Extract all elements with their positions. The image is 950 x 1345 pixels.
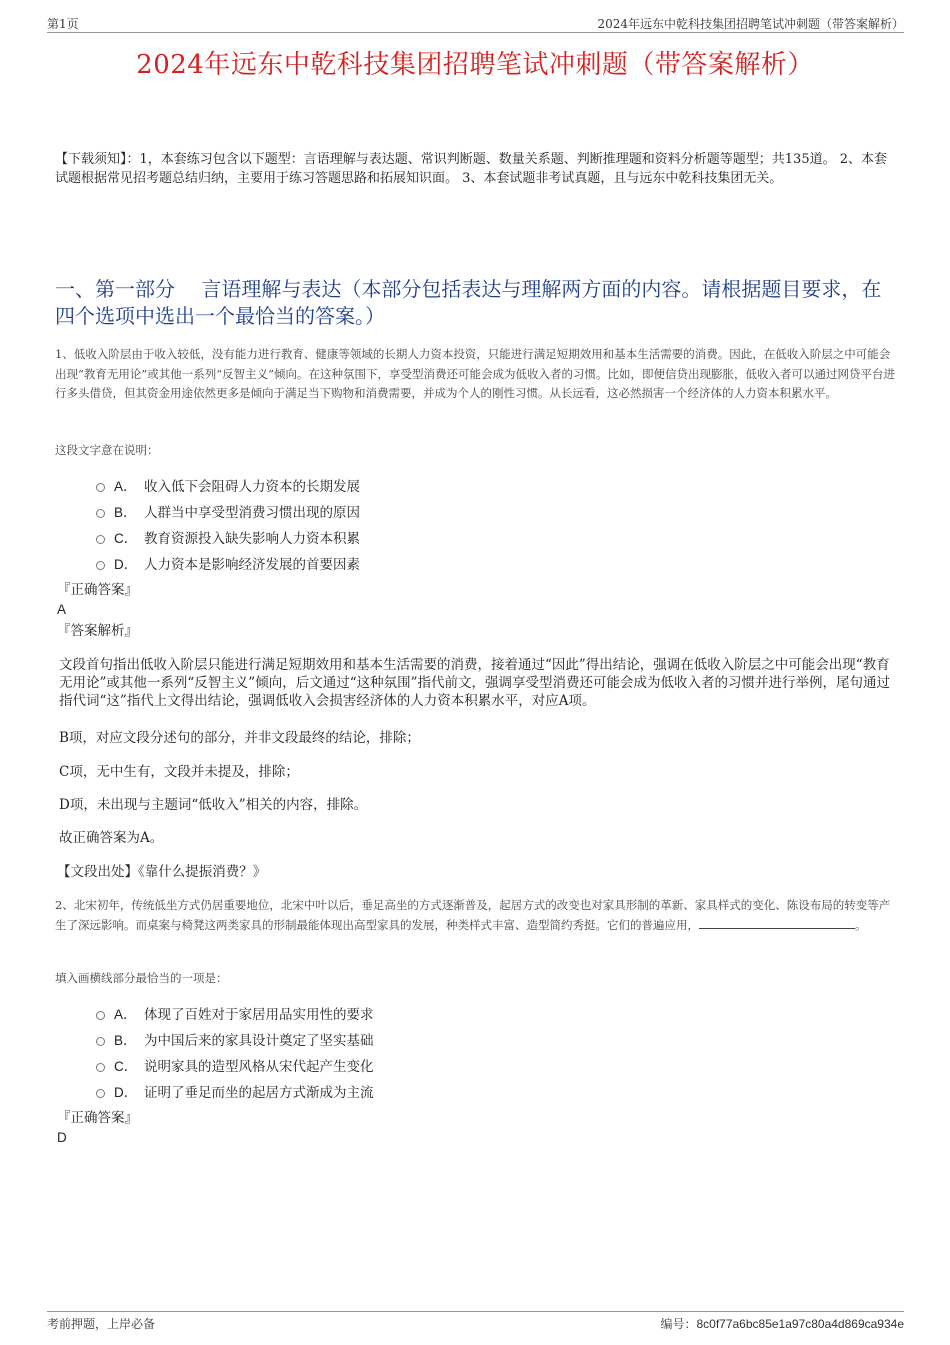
page-footer xyxy=(47,1311,904,1332)
radio-icon[interactable] xyxy=(96,483,105,492)
radio-icon[interactable] xyxy=(96,1037,105,1046)
radio-icon[interactable] xyxy=(96,1011,105,1020)
question-2-options xyxy=(96,1000,374,1104)
option-c-note: C项，无中生有，文段并未提及，排除； xyxy=(59,764,299,780)
fill-blank xyxy=(699,916,855,929)
radio-icon[interactable] xyxy=(96,561,105,570)
radio-icon[interactable] xyxy=(96,509,105,518)
header-doc-title: 2024年远东中乾科技集团招聘笔试冲刺题（带答案解析） xyxy=(597,17,904,31)
page-number: 第1页 xyxy=(47,17,79,31)
option-b[interactable]: B． 为中国后来的家具设计奠定了坚实基础 xyxy=(96,1026,374,1052)
conclusion: 故正确答案为A。 xyxy=(59,830,164,846)
option-a[interactable]: A． 体现了百姓对于家居用品实用性的要求 xyxy=(96,1000,374,1026)
footer-slogan: 考前押题，上岸必备 xyxy=(47,1317,156,1331)
radio-icon[interactable] xyxy=(96,1063,105,1072)
option-a[interactable]: A． 收入低下会阻碍人力资本的长期发展 xyxy=(96,472,360,498)
option-d[interactable]: D． 证明了垂足而坐的起居方式渐成为主流 xyxy=(96,1078,374,1104)
correct-answer-label: 『正确答案』 xyxy=(57,582,138,598)
analysis-label: 『答案解析』 xyxy=(57,623,138,639)
download-notice: 【下载须知】：1，本套练习包含以下题型：言语理解与表达题、常识判断题、数量关系题、判断推理题和资料分析题等题型；共135道。 2、本套试题根据常见招考题总结归纳，主要用于练习答题思路和拓展知识面。 3、本套试题非考试真题，且与远东中乾科技集团无关。 xyxy=(55,152,887,186)
question-2-prompt: 填入画横线部分最恰当的一项是： xyxy=(55,971,228,985)
option-b[interactable]: B． 人群当中享受型消费习惯出现的原因 xyxy=(96,498,360,524)
correct-answer: D xyxy=(57,1130,67,1145)
option-d-note: D项，未出现与主题词“低收入”相关的内容，排除。 xyxy=(59,797,368,813)
section-heading: 一、第一部分 言语理解与表达（本部分包括表达与理解两方面的内容。请根据题目要求，在四个选项中选出一个最恰当的答案。） xyxy=(55,277,882,328)
question-1-text: 1、低收入阶层由于收入较低，没有能力进行教育、健康等领域的长期人力资本投资，只能进行满足短期效用和基本生活需要的消费。因此，在低收入阶层之中可能会出现“教育无用论”或其他一系列“反智主义”倾向。在这种氛围下，享受型消费还可能会成为低收入者的习惯。比如，即便信贷出现膨胀，低收入者可以通过网贷平台进行多头借贷，但其资金用途依然更多是倾向于满足当下购物和消费需要，并成为个人的刚性习惯。从长远看，这必然损害一个经济体的人力资本积累水平。 xyxy=(55,347,896,400)
option-d[interactable]: D． 人力资本是影响经济发展的首要因素 xyxy=(96,550,360,576)
page-title: 2024年远东中乾科技集团招聘笔试冲刺题（带答案解析） xyxy=(136,50,814,80)
question-1-prompt: 这段文字意在说明： xyxy=(55,443,159,457)
radio-icon[interactable] xyxy=(96,535,105,544)
option-c[interactable]: C． 教育资源投入缺失影响人力资本积累 xyxy=(96,524,360,550)
footer-code: 编号：8c0f77a6bc85e1a97c80a4d869ca934e xyxy=(660,1317,904,1331)
radio-icon[interactable] xyxy=(96,1089,105,1098)
correct-answer-label: 『正确答案』 xyxy=(57,1110,138,1126)
question-1-options xyxy=(96,472,360,576)
analysis-text: 文段首句指出低收入阶层只能进行满足短期效用和基本生活需要的消费，接着通过“因此”得出结论，强调在低收入阶层之中可能会出现“教育无用论”或其他一系列“反智主义”倾向，后文通过“这种氛围”指代前文，强调享受型消费还可能会成为低收入者的习惯并进行举例，尾句通过指代词“这”指代上文得出结论，强调低收入会损害经济体的人力资本积累水平，对应A项。 xyxy=(59,657,891,709)
correct-answer: A xyxy=(57,602,67,617)
page-header xyxy=(47,12,904,33)
option-c[interactable]: C． 说明家具的造型风格从宋代起产生变化 xyxy=(96,1052,374,1078)
question-2-text: 2、北宋初年，传统低坐方式仍居重要地位，北宋中叶以后，垂足高坐的方式逐渐普及，起居方式的改变也对家具形制的革新、家具样式的变化、陈设布局的转变等产生了深远影响。而桌案与椅凳这两类家具的形制最能体现出高型家具的发展，种类样式丰富、造型简约秀挺。它们的普遍应用， 。 xyxy=(55,898,891,932)
option-b-note: B项，对应文段分述句的部分，并非文段最终的结论，排除； xyxy=(59,730,420,746)
passage-source: 【文段出处】《靠什么提振消费？》 xyxy=(57,864,267,880)
